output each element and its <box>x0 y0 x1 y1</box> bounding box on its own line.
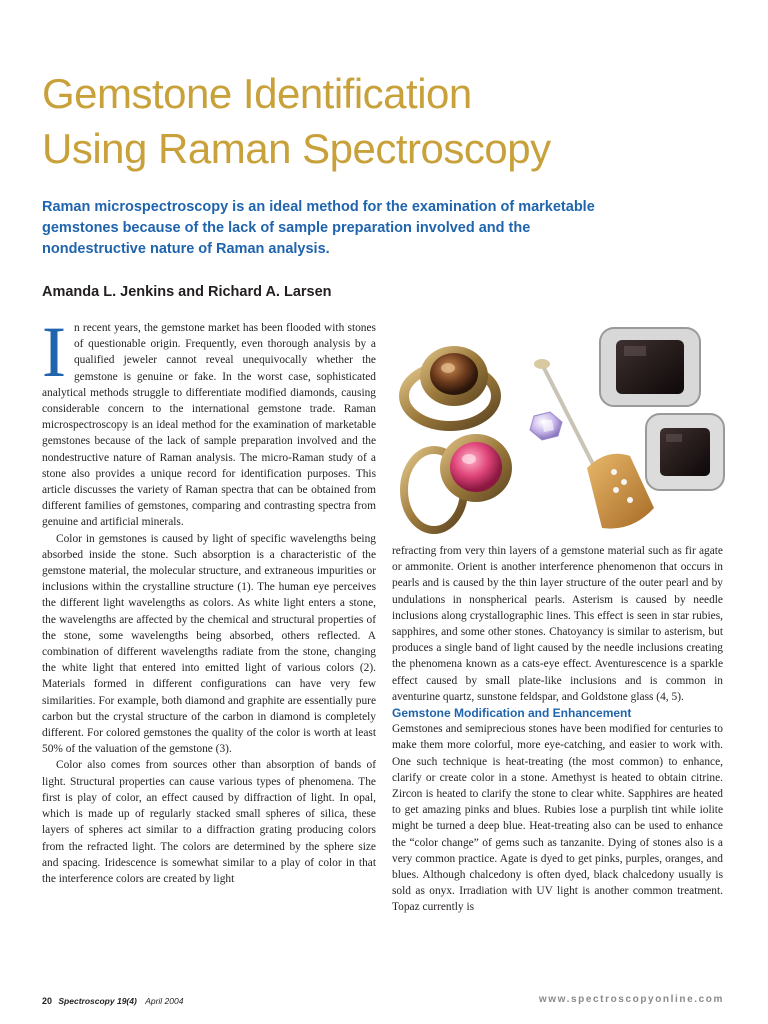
gemstone-jewelry-photo <box>392 318 728 540</box>
topaz-ring <box>404 346 496 426</box>
body-paragraph <box>42 312 376 531</box>
body-paragraph: Color also comes from sources other than absorption of bands of light. Structural properties can cause various types of phenomena. The first is play of color, an effect caused by diffraction of light. In opal, which is made up of regularly stacked small spheres of silica, these layers of spheres act similar to a diffraction grating producing colors from the refracted light. The colors are determined by the sphere size and spacing. Iridescence is somewhat similar to a play of color in that the interference colors are created by light <box>42 759 376 885</box>
title-line-2: Using Raman Spectroscopy <box>42 125 551 172</box>
body-column-left <box>42 312 376 887</box>
page-footer-left <box>42 996 183 1006</box>
article-subtitle: Raman microspectroscopy is an ideal method for the examination of marketable gemstones because of the lack of sample preparation involved and the nondestructive nature of Raman analysis. <box>42 199 595 257</box>
author-byline: Amanda L. Jenkins and Richard A. Larsen <box>42 284 332 300</box>
body-column-right <box>392 543 723 916</box>
black-onyx-clip <box>646 414 724 490</box>
body-paragraph: Gemstones and semiprecious stones have been modified for centuries to make them more colorful, more eye-catching, and easier to work with. One such technique is heat-treating (the most common) to enhance, clarify or create color in a stone. Amethyst is heated to obtain citrine. Zircon is heated to clarify the stone to clear white. Sapphires are heated to get amazing pinks and blues. Rubies lose a purplish tint while iolite might be turned a deep blue. Heat-treating also can be used to enhance the “color change” of gems such as tanzanite. Dying of stones also is a very common practice. Agate is dyed to get pinks, purples, oranges, and blues. Although chalcedony is often dyed, black chalcedony usually is sold as onyx. Irradiation with UV light is another common treatment. Topaz currently is <box>392 723 723 914</box>
issue-date: April 2004 <box>145 996 184 1006</box>
section-heading: Gemstone Modification and Enhancement <box>392 706 632 721</box>
violet-gemstone <box>530 412 562 440</box>
jewelry-illustration <box>392 318 728 540</box>
pink-stone-ring <box>404 434 512 530</box>
body-paragraph: refracting from very thin layers of a gemstone material such as fir agate or ammonite. Orient is another interference phenomenon that occurs in pearls and is caused by the thin layer structure of the outer pearl and by undulations in nonspherical pearls. Asterism is caused by needle inclusions along crystallographic lines. This effect is seen in star rubies, sapphires, and some other stones. Chatoyancy is similar to asterism, but produces a single band of light caused by the needle inclusions creating the phenomena known as a cats-eye effect. Aventurescence is a sparkle effect caused by small plate-like inclusions and is common in aventurine quartz, sunstone feldspar, and Goldstone glass (4, 5). <box>392 545 723 703</box>
body-paragraph: Color in gemstones is caused by light of specific wavelengths being absorbed inside the stone. Such absorption is a characteristic of the gemstone material, the molecular structure, and extraneous impurities or inclusions within the crystalline structure (1). The human eye perceives the different light wavelengths as colors. As white light enters a stone, the wavelengths are affected by the chemical and structural properties of the stone, some wavelengths being absorbed, others reflected. A combination of different wavelengths radiate from the stone, changing the white light that entered into emitted light of various colors (2). Materials formed in different configurations can have very few similarities. For example, both diamond and graphite are essentially pure carbon but the crystal structure of the carbon in diamond is completely different. For colored gemstones the quality of the color is worth at least 50% of the valuation of the gemstone (3). <box>42 532 376 756</box>
journal-citation: Spectroscopy 19(4) <box>58 996 137 1006</box>
drop-cap: I <box>42 312 66 392</box>
website-url: www.spectroscopyonline.com <box>538 994 724 1005</box>
page-number: 20 <box>42 996 53 1006</box>
title-line-1: Gemstone Identification <box>42 70 472 117</box>
article-title <box>42 66 742 176</box>
paragraph-text: n recent years, the gemstone market has been flooded with stones of questionable origin. Frequently, even thorough analysis by a qualified jeweler cannot reveal unequivocally whether the gemstone is genuine or fake. In the worst case, sophisticated analytical methods struggle to differentiate modified diamonds, causing considerable concern to the international gemstone trade. Raman microspectroscopy is an ideal method for the examination of marketable gemstones because of the lack of sample preparation involved and the nondestructive nature of Raman analysis. The micro-Raman study of a stone also provides a unique record for identification purposes. This article discusses the variety of Raman spectra that can be obtained from different families of gemstones, comparing and contrasting spectra from genuine and artificial minerals. <box>42 322 376 529</box>
black-onyx-brooch <box>600 328 700 406</box>
